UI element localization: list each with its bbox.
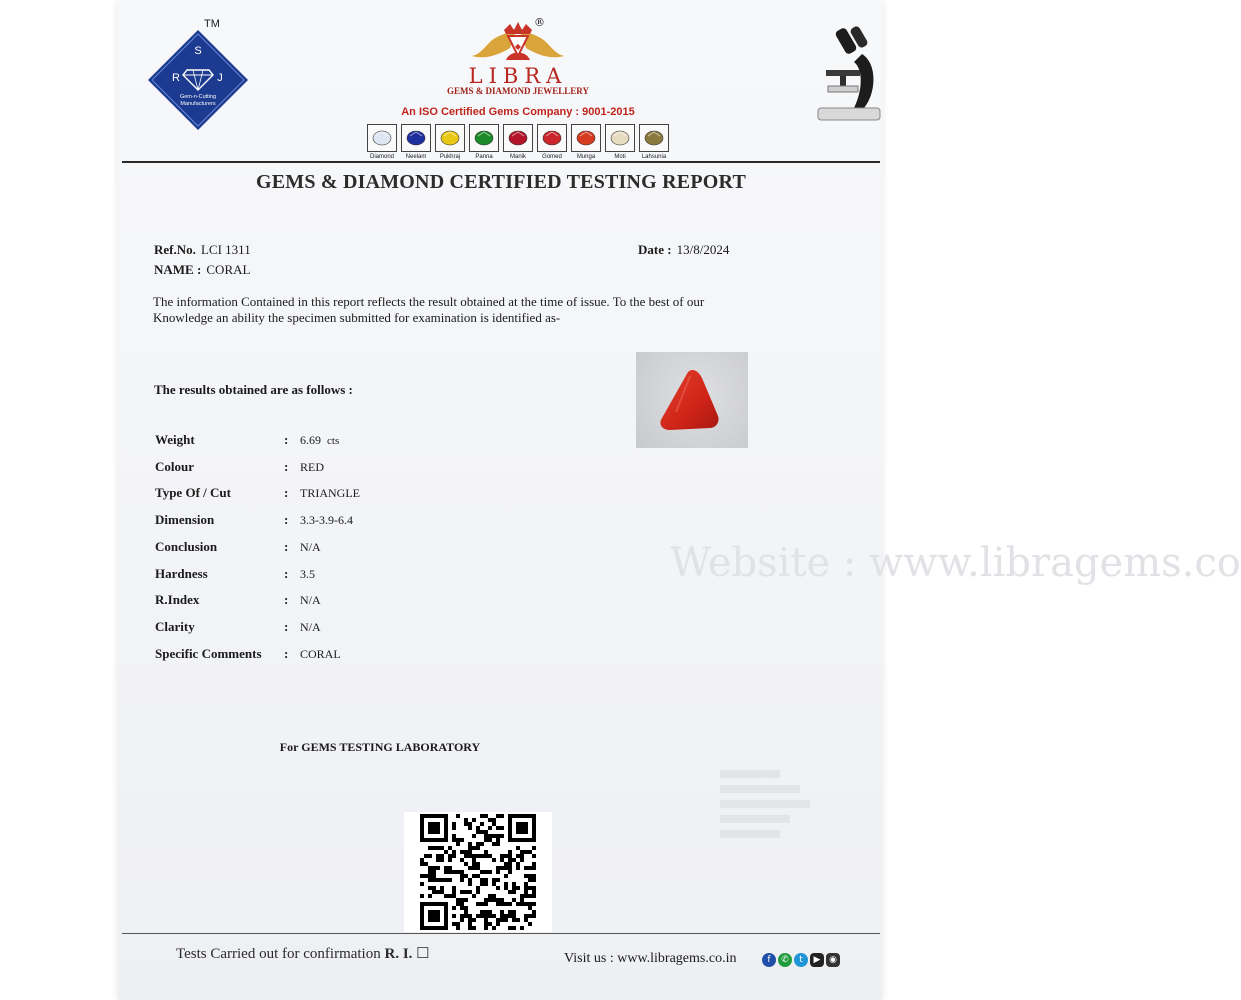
gem-cell	[400, 124, 432, 162]
srj-letter-s: S	[194, 45, 202, 57]
gem-cell	[434, 124, 466, 162]
name-value: CORAL	[206, 262, 251, 277]
result-value-text: 6.69	[300, 433, 321, 447]
result-value	[300, 460, 324, 475]
ref-no-label: Ref.No.	[154, 242, 196, 257]
iso-certification: An ISO Certified Gems Company : 9001-2015	[401, 106, 635, 118]
gem-swatch-icon	[605, 124, 635, 152]
gem-label: Neelam	[405, 154, 427, 160]
result-label: Conclusion	[155, 539, 218, 554]
result-value	[300, 567, 315, 582]
result-label: Clarity	[155, 619, 195, 634]
result-label: Dimension	[155, 512, 215, 527]
report-title: GEMS & DIAMOND CERTIFIED TESTING REPORT	[256, 171, 746, 193]
result-unit: cts	[327, 435, 340, 447]
date-row	[638, 239, 729, 258]
result-value	[300, 593, 321, 608]
date-value: 13/8/2024	[676, 242, 730, 257]
result-value-text: RED	[300, 460, 324, 474]
result-label: Hardness	[155, 566, 208, 581]
ref-no-value: LCI 1311	[200, 242, 251, 257]
result-value-text: CORAL	[300, 647, 341, 661]
intro-line-1: The information Contained in this report reflects the result obtained at the time of issue. To the best of our	[153, 294, 705, 309]
gem-cell	[536, 124, 568, 162]
gem-strip	[366, 124, 672, 162]
results-heading: The results obtained are as follows :	[154, 382, 353, 397]
date-label: Date :	[638, 242, 672, 257]
visit-website-link[interactable]: Visit us : www.libragems.co.in	[564, 951, 737, 966]
header-divider	[122, 161, 880, 163]
name-label: NAME :	[154, 262, 202, 277]
gem-swatch-icon	[537, 124, 567, 152]
srj-logo	[146, 28, 250, 132]
svg-text:Manufacturers: Manufacturers	[180, 101, 216, 107]
result-colon: :	[284, 539, 289, 554]
trademark-mark: TM	[204, 18, 220, 30]
tests-ri-label: R. I.	[384, 946, 413, 962]
gem-swatch-icon	[469, 124, 499, 152]
gem-photo	[636, 352, 748, 448]
result-label: Colour	[155, 459, 194, 474]
microscope-icon	[804, 24, 882, 124]
qr-code[interactable]	[404, 812, 552, 932]
gem-cell	[570, 124, 602, 162]
brand-name: LIBRA	[468, 64, 568, 88]
result-value-text: TRIANGLE	[300, 486, 360, 500]
footer-divider	[122, 933, 880, 934]
watermark-text: Website : www.libragems.co	[670, 540, 1241, 586]
tests-note-text: Tests Carried out for confirmation	[176, 946, 381, 962]
result-value	[300, 647, 341, 662]
gem-cell	[638, 124, 670, 162]
social-icons	[762, 953, 840, 967]
name-row	[154, 259, 250, 278]
result-value	[300, 513, 353, 528]
gem-swatch-icon	[571, 124, 601, 152]
gem-label: Pukhraj	[439, 154, 461, 160]
show-through-address	[720, 770, 810, 838]
result-label: Weight	[155, 432, 195, 447]
result-colon: :	[284, 459, 289, 474]
result-colon: :	[284, 646, 289, 661]
srj-letter-r: R	[172, 72, 180, 84]
ref-no-row	[154, 239, 251, 258]
intro-paragraph	[153, 294, 793, 326]
result-colon: :	[284, 592, 289, 607]
result-value-text: N/A	[300, 540, 321, 554]
ri-checkbox[interactable]: ☐	[416, 946, 430, 962]
result-colon: :	[284, 512, 289, 527]
gem-label: Panna	[475, 154, 493, 160]
brand-subtitle: GEMS & DIAMOND JEWELLERY	[447, 86, 589, 96]
srj-caption: Gem-n-Cutting	[179, 94, 217, 100]
result-value-text: N/A	[300, 593, 321, 607]
result-value-text: 3.3-3.9-6.4	[300, 513, 353, 527]
result-value	[300, 433, 339, 448]
result-value-text: 3.5	[300, 567, 315, 581]
gem-cell	[604, 124, 636, 162]
result-colon: :	[284, 619, 289, 634]
svg-text:◆: ◆	[514, 42, 522, 51]
gem-label: Lahsunia	[641, 154, 667, 160]
result-value	[300, 540, 321, 555]
gem-swatch-icon	[503, 124, 533, 152]
gem-swatch-icon	[435, 124, 465, 152]
for-lab-signature-line: For GEMS TESTING LABORATORY	[279, 740, 481, 754]
instagram-icon[interactable]: ◉	[826, 953, 840, 967]
result-colon: :	[284, 566, 289, 581]
result-value	[300, 486, 360, 501]
youtube-icon[interactable]: ▶	[810, 953, 824, 967]
result-value	[300, 620, 321, 635]
gem-swatch-icon	[401, 124, 431, 152]
facebook-icon[interactable]: f	[762, 953, 776, 967]
gem-swatch-icon	[639, 124, 669, 152]
registered-mark: ®	[534, 16, 545, 29]
coral-triangle-image	[636, 352, 748, 448]
libra-crest-logo	[470, 20, 566, 68]
gem-cell	[502, 124, 534, 162]
gem-label: Diamond	[369, 154, 394, 160]
result-colon: :	[284, 485, 289, 500]
gem-label: Munga	[576, 154, 596, 160]
whatsapp-icon[interactable]: ✆	[778, 953, 792, 967]
gem-label: Manik	[509, 154, 526, 160]
result-value-text: N/A	[300, 620, 321, 634]
twitter-icon[interactable]: t	[794, 953, 808, 967]
result-label: R.Index	[155, 592, 200, 607]
gem-cell	[366, 124, 398, 162]
intro-line-2: Knowledge an ability the specimen submitted for examination is identified as-	[153, 310, 561, 325]
srj-letter-j: J	[217, 72, 223, 84]
gem-cell	[468, 124, 500, 162]
gem-label: Moti	[614, 154, 626, 160]
gem-swatch-icon	[367, 124, 397, 152]
result-label: Specific Comments	[155, 646, 262, 661]
tests-note	[176, 944, 430, 963]
result-colon: :	[284, 432, 289, 447]
gem-label: Gomed	[542, 154, 562, 160]
result-label: Type Of / Cut	[155, 485, 231, 500]
